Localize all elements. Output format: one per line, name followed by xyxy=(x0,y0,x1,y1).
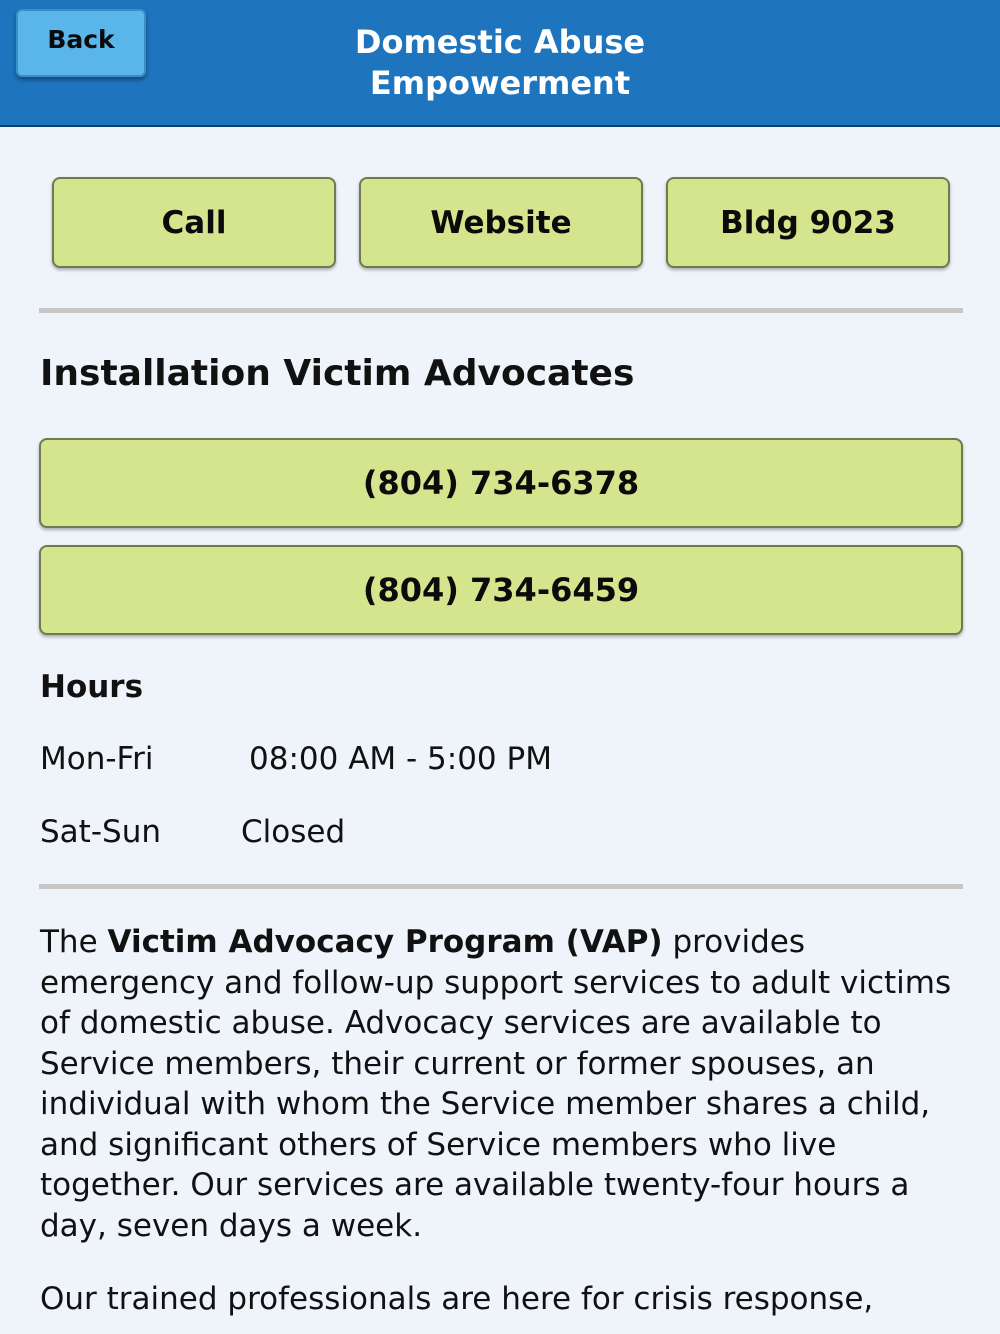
section-title: Installation Victim Advocates xyxy=(40,353,635,394)
divider xyxy=(39,884,963,889)
call-button[interactable]: Call xyxy=(52,177,336,268)
description-body: provides emergency and follow-up support services to adult victims of domestic abuse. Advocacy services are available to Service members, their current or former spouses, an individual with whom the Service member shares a child, and significant others of Service members who live together. Our services are available twenty-four hours a day, seven days a week. xyxy=(40,924,952,1244)
hours-time-weekend: Closed xyxy=(241,814,346,850)
hours-day-weekend: Sat-Sun xyxy=(40,814,161,850)
phone-button-2[interactable]: (804) 734-6459 xyxy=(39,545,963,635)
hours-heading: Hours xyxy=(40,669,144,705)
phone-button-1[interactable]: (804) 734-6378 xyxy=(39,438,963,528)
back-button[interactable]: Back xyxy=(16,9,146,77)
website-button[interactable]: Website xyxy=(359,177,643,268)
program-name: Victim Advocacy Program (VAP) xyxy=(107,924,663,960)
page-title xyxy=(250,22,750,104)
description-lead: The xyxy=(40,924,108,960)
divider xyxy=(39,308,963,313)
hours-time-weekday: 08:00 AM - 5:00 PM xyxy=(249,741,552,777)
hours-day-weekday: Mon-Fri xyxy=(40,741,154,777)
building-button[interactable]: Bldg 9023 xyxy=(666,177,950,268)
page-title-line-2: Empowerment xyxy=(369,64,631,102)
program-description-continued: Our trained professionals are here for crisis response, xyxy=(40,1281,874,1317)
app-header xyxy=(0,0,1000,127)
program-description xyxy=(40,922,980,1246)
page-title-line-1: Domestic Abuse xyxy=(354,23,646,61)
